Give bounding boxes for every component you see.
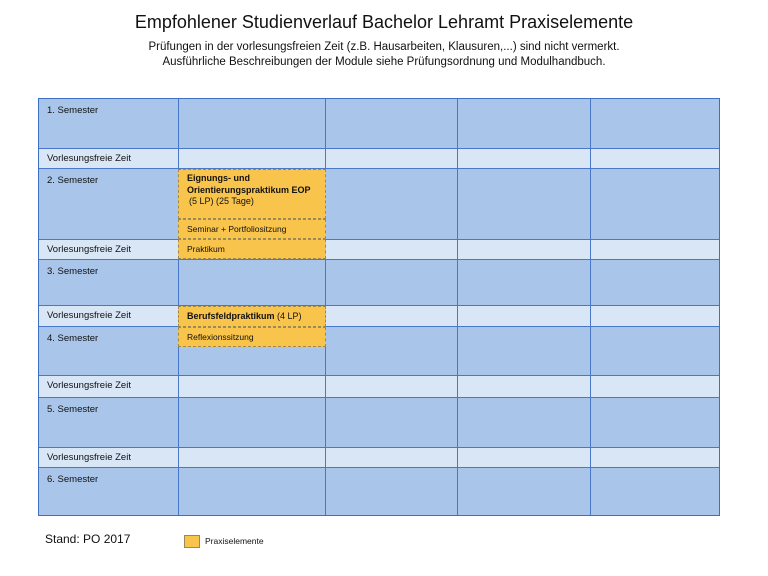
- table-cell: [458, 448, 591, 468]
- table-cell: [179, 260, 326, 306]
- table-cell: [591, 149, 719, 169]
- table-cell: [458, 169, 591, 240]
- row-label: Vorlesungsfreie Zeit: [47, 153, 131, 164]
- eop-praktikum-block: Praktikum: [178, 239, 326, 259]
- table-cell: [326, 327, 458, 376]
- row-label-cell: [39, 327, 179, 376]
- row-label-cell: [39, 99, 179, 149]
- row-label: Vorlesungsfreie Zeit: [47, 452, 131, 463]
- row-label: Vorlesungsfreie Zeit: [47, 244, 131, 255]
- page-title: Empfohlener Studienverlauf Bachelor Lehramt Praxiselemente: [134, 12, 634, 32]
- table-cell: [179, 468, 326, 515]
- table-cell: [326, 376, 458, 398]
- row-label: 1. Semester: [47, 105, 99, 116]
- table-row-semester-2: [39, 169, 719, 240]
- table-cell: [326, 149, 458, 169]
- row-label-cell: [39, 169, 179, 240]
- table-row-semester-4: [39, 327, 719, 376]
- row-label-cell: [39, 240, 179, 260]
- legend-swatch: [184, 535, 200, 548]
- table-cell: [458, 260, 591, 306]
- table-cell: [458, 306, 591, 327]
- row-label-cell: [39, 260, 179, 306]
- row-label-cell: [39, 149, 179, 169]
- table-cell: [591, 468, 719, 515]
- table-cell: [326, 468, 458, 515]
- table-cell: [458, 240, 591, 260]
- table-row-semester-1: [39, 99, 719, 149]
- table-cell: [591, 260, 719, 306]
- table-cell: [179, 99, 326, 149]
- page-subtitle: [0, 40, 768, 70]
- table-row-break-5: [39, 448, 719, 468]
- table-cell: [326, 448, 458, 468]
- row-label-cell: [39, 468, 179, 515]
- table-row-semester-5: [39, 398, 719, 448]
- subtitle-line-1: Prüfungen in der vorlesungsfreien Zeit (z.B. Hausarbeiten, Klausuren,...) sind nicht vermerkt.: [148, 41, 620, 53]
- row-label: 5. Semester: [47, 404, 99, 415]
- table-cell: [458, 468, 591, 515]
- table-cell: [591, 376, 719, 398]
- table-cell: [458, 327, 591, 376]
- row-label: Vorlesungsfreie Zeit: [47, 310, 131, 321]
- table-cell: [179, 376, 326, 398]
- bfp-reflexion-block: Reflexionssitzung: [178, 327, 326, 347]
- table-cell: [591, 448, 719, 468]
- bfp-lp: (4 LP): [277, 311, 302, 321]
- table-cell: [591, 240, 719, 260]
- row-label: 3. Semester: [47, 266, 99, 277]
- row-label-cell: [39, 376, 179, 398]
- table-cell: [179, 448, 326, 468]
- table-cell: [326, 169, 458, 240]
- table-cell: [458, 149, 591, 169]
- eop-seminar-block: Seminar + Portfoliositzung: [178, 219, 326, 239]
- table-cell: [591, 398, 719, 448]
- table-cell: [591, 306, 719, 327]
- eop-title-line-2: Orientierungspraktikum EOP: [187, 184, 311, 195]
- table-cell: [591, 327, 719, 376]
- table-cell: [326, 99, 458, 149]
- study-plan-table: [38, 98, 720, 516]
- row-label: 2. Semester: [47, 175, 99, 186]
- eop-module-block: [178, 169, 326, 219]
- table-cell: [458, 376, 591, 398]
- table-cell: [458, 398, 591, 448]
- bfp-module-block: [178, 306, 326, 327]
- table-cell: [591, 169, 719, 240]
- row-label-cell: [39, 306, 179, 327]
- table-row-semester-3: [39, 260, 719, 306]
- bfp-title: Berufsfeldpraktikum: [187, 311, 275, 321]
- stand-label: Stand: PO 2017: [45, 532, 131, 546]
- table-cell: [591, 99, 719, 149]
- table-row-break-3: [39, 306, 719, 327]
- table-cell: [326, 240, 458, 260]
- table-cell: [179, 149, 326, 169]
- row-label: Vorlesungsfreie Zeit: [47, 380, 131, 391]
- row-label: 6. Semester: [47, 474, 99, 485]
- table-cell: [179, 398, 326, 448]
- table-row-semester-6: [39, 468, 719, 515]
- row-label-cell: [39, 398, 179, 448]
- table-row-break-4: [39, 376, 719, 398]
- table-cell: [326, 306, 458, 327]
- table-row-break-2: [39, 240, 719, 260]
- table-cell: [326, 260, 458, 306]
- row-label: 4. Semester: [47, 333, 99, 344]
- table-cell: [326, 398, 458, 448]
- eop-title-line-1: Eignungs- und: [187, 173, 250, 183]
- table-row-break-1: [39, 149, 719, 169]
- legend-label: Praxiselemente: [205, 536, 264, 546]
- eop-details: (5 LP) (25 Tage): [189, 196, 254, 206]
- subtitle-line-2: Ausführliche Beschreibungen der Module siehe Prüfungsordnung und Modulhandbuch.: [162, 56, 606, 68]
- row-label-cell: [39, 448, 179, 468]
- table-cell: [458, 99, 591, 149]
